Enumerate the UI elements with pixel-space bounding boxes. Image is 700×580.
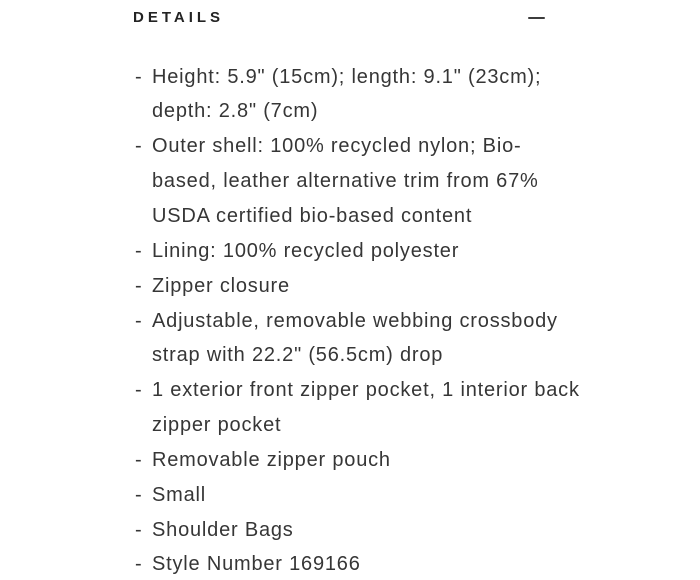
dash-bullet: -	[135, 135, 143, 158]
dash-bullet: -	[135, 518, 143, 541]
list-item-style-number	[133, 547, 583, 580]
dash-bullet: -	[135, 483, 143, 506]
details-accordion-header[interactable]	[133, 8, 572, 28]
list-item-line: Small	[152, 483, 207, 506]
list-item-outer-shell	[133, 129, 583, 234]
list-item-pockets	[133, 373, 583, 443]
list-item-line: Adjustable, removable webbing crossbody	[152, 309, 558, 332]
list-item-size	[133, 478, 583, 513]
collapse-button[interactable]	[528, 10, 545, 26]
list-item-category	[133, 513, 583, 548]
list-item-line: USDA certified bio-based content	[152, 204, 473, 227]
minus-icon	[528, 17, 545, 20]
list-item-line: Lining: 100% recycled polyester	[152, 239, 460, 262]
list-item-strap	[133, 304, 583, 374]
list-item-dimensions	[133, 60, 583, 130]
list-item-line: based, leather alternative trim from 67%	[152, 170, 539, 193]
list-item-line: Shoulder Bags	[152, 518, 294, 541]
list-item-line: zipper pocket	[152, 414, 282, 437]
list-item-line: 1 exterior front zipper pocket, 1 interior back	[152, 379, 580, 402]
dash-bullet: -	[135, 553, 143, 576]
list-item-closure	[133, 269, 583, 304]
dash-bullet: -	[135, 309, 143, 332]
list-item-line: depth: 2.8" (7cm)	[152, 100, 319, 123]
details-heading: DETAILS	[133, 9, 225, 26]
dash-bullet: -	[135, 448, 143, 471]
list-item-line: strap with 22.2" (56.5cm) drop	[152, 344, 444, 367]
list-item-pouch	[133, 443, 583, 478]
list-item-line: Outer shell: 100% recycled nylon; Bio-	[152, 135, 522, 158]
list-item-line: Height: 5.9" (15cm); length: 9.1" (23cm);	[152, 65, 542, 88]
dash-bullet: -	[135, 65, 143, 88]
details-list	[133, 60, 583, 580]
list-item-line: Style Number 169166	[152, 553, 361, 576]
list-item-line: Zipper closure	[152, 274, 290, 297]
dash-bullet: -	[135, 379, 143, 402]
dash-bullet: -	[135, 274, 143, 297]
list-item-lining	[133, 234, 583, 269]
list-item-line: Removable zipper pouch	[152, 448, 391, 471]
dash-bullet: -	[135, 239, 143, 262]
